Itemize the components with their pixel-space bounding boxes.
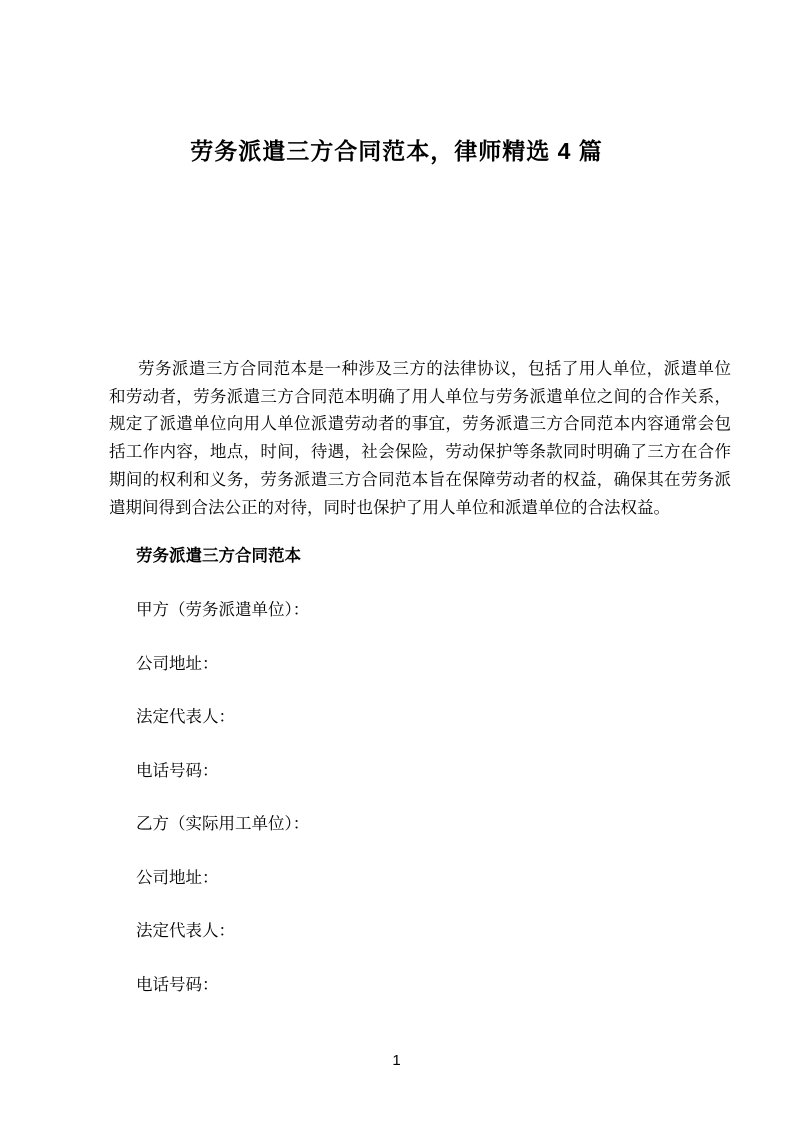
intro-paragraph-line: 劳务派遣三方合同范本是一种涉及三方的法律协议，包括了用人单位，派遣单位 [138, 360, 731, 378]
field-party-b-label: 乙方（实际用工单位）： [136, 815, 310, 833]
field-company-address-a-label: 公司地址： [136, 654, 219, 673]
field-phone-number-b-label: 电话号码： [136, 975, 219, 994]
intro-paragraph-line: 规定了派遣单位向用人单位派遣劳动者的事宜，劳务派遣三方合同范本内容通常会包 [109, 415, 731, 434]
field-legal-representative-a-label: 法定代表人： [136, 708, 235, 726]
intro-paragraph-line: 期间的权利和义务，劳务派遣三方合同范本旨在保障劳动者的权益，确保其在劳务派 [109, 470, 731, 489]
section-heading: 劳务派遣三方合同范本 [136, 547, 301, 565]
field-legal-representative-b-label: 法定代表人： [136, 922, 235, 940]
intro-paragraph-line: 遣期间得到合法公正的对待，同时也保护了用人单位和派遣单位的合法权益。 [109, 498, 670, 517]
intro-paragraph-line: 括工作内容，地点，时间，待遇，社会保险，劳动保护等条款同时明确了三方在合作 [109, 443, 731, 462]
contract-fields [136, 601, 309, 1029]
field-party-a-label: 甲方（劳务派遣单位）： [136, 601, 310, 619]
document-title: 劳务派遣三方合同范本，律师精选 4 篇 [190, 138, 603, 164]
intro-paragraph-line: 和劳动者，劳务派遣三方合同范本明确了用人单位与劳务派遣单位之间的合作关系， [109, 387, 731, 406]
field-company-address-b-label: 公司地址： [136, 868, 219, 887]
page-number: 1 [392, 1052, 401, 1069]
intro-paragraph [109, 356, 731, 522]
field-phone-number-a-label: 电话号码： [136, 761, 219, 780]
